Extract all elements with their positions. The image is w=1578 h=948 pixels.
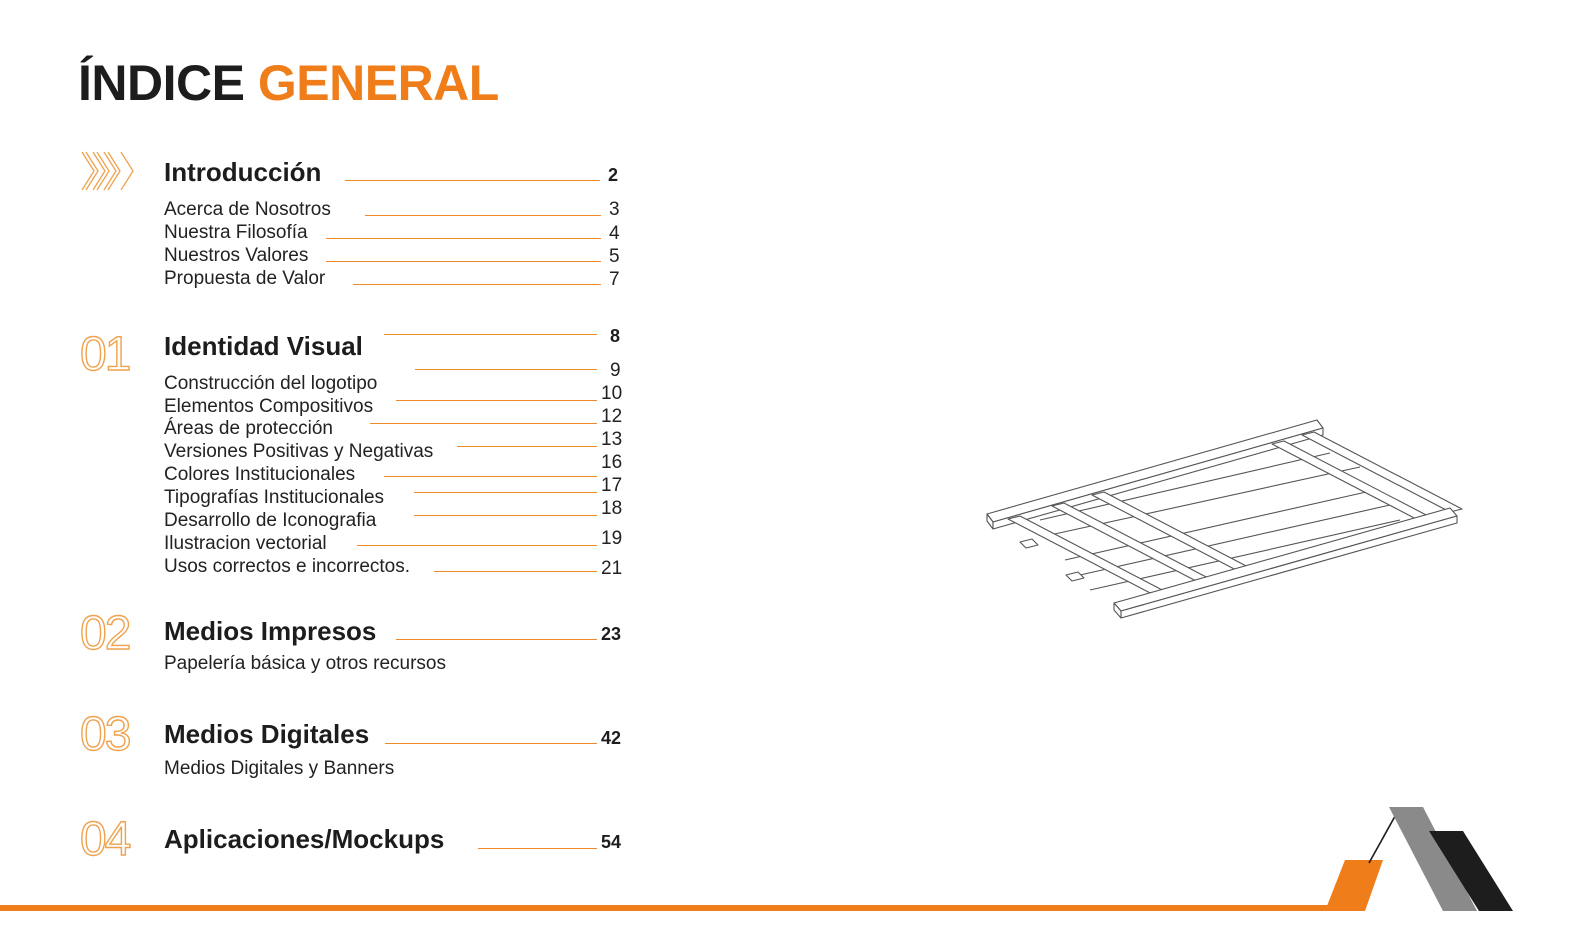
- page-title: [78, 56, 499, 111]
- leader-line: [365, 215, 601, 216]
- section-heading: Aplicaciones/Mockups: [164, 824, 445, 854]
- section-item-label: Tipografías Institucionales: [164, 487, 385, 508]
- leader-line: [396, 639, 597, 640]
- intro-item-page: 7: [609, 269, 620, 290]
- section-heading: Medios Digitales: [164, 719, 370, 749]
- section-item-page: 16: [601, 452, 623, 473]
- section-item-page: 18: [601, 498, 623, 519]
- section-number: 04: [80, 813, 130, 866]
- section-page: 54: [601, 832, 622, 852]
- section-page: 23: [601, 624, 622, 644]
- leader-line: [384, 476, 597, 477]
- intro-item-label: Propuesta de Valor: [164, 268, 326, 289]
- leader-line: [353, 284, 601, 285]
- section-item-page: 10: [601, 383, 623, 404]
- intro-heading: Introducción: [164, 157, 322, 187]
- section-item-page: 19: [601, 528, 623, 549]
- leader-line: [457, 446, 597, 447]
- section-item-label: Colores Institucionales: [164, 464, 356, 485]
- section-item-page: 17: [601, 475, 623, 496]
- intro-item-label: Nuestros Valores: [164, 245, 309, 266]
- leader-line: [326, 238, 601, 239]
- section-page: 42: [601, 728, 622, 748]
- section-item-label: Desarrollo de Iconografia: [164, 510, 377, 531]
- section-item-label: Elementos Compositivos: [164, 396, 374, 417]
- title-part-2: GENERAL: [257, 55, 499, 111]
- intro-item-label: Acerca de Nosotros: [164, 199, 331, 220]
- section-item-label: Áreas de protección: [164, 418, 333, 439]
- section-item-label: Ilustracion vectorial: [164, 533, 327, 554]
- section-item-page: 13: [601, 429, 623, 450]
- section-heading: Medios Impresos: [164, 616, 377, 646]
- section-number: 02: [80, 607, 130, 660]
- leader-line: [326, 261, 601, 262]
- leader-line: [370, 423, 597, 424]
- section-item-label: Construcción del logotipo: [164, 373, 378, 394]
- leader-line: [434, 571, 597, 572]
- section-page: 8: [610, 326, 621, 346]
- leader-line: [396, 400, 597, 401]
- bottom-bar: [0, 905, 1340, 911]
- section-number: 03: [80, 708, 130, 761]
- title-part-1: ÍNDICE: [78, 55, 245, 111]
- section-item-label: Usos correctos e incorrectos.: [164, 556, 411, 577]
- leader-line: [384, 334, 597, 335]
- leader-line: [414, 492, 597, 493]
- section-description: Medios Digitales y Banners: [164, 758, 395, 779]
- section-number: 01: [80, 328, 130, 381]
- leader-line: [478, 848, 597, 849]
- section-description: Papelería básica y otros recursos: [164, 653, 446, 674]
- section-item-page: 21: [601, 558, 623, 579]
- section-item-page: 9: [610, 360, 621, 381]
- intro-item-page: 3: [609, 199, 620, 220]
- wooden-frame-icon: [980, 415, 1465, 625]
- intro-item-page: 5: [609, 246, 620, 267]
- intro-page: 2: [608, 165, 619, 185]
- section-item-label: Versiones Positivas y Negativas: [164, 441, 434, 462]
- section-item-page: 12: [601, 406, 623, 427]
- section-heading: Identidad Visual: [164, 331, 363, 361]
- intro-item-page: 4: [609, 223, 620, 244]
- leader-line: [345, 180, 600, 181]
- intro-item-label: Nuestra Filosofía: [164, 222, 308, 243]
- chevrons-icon: [80, 150, 136, 192]
- leader-line: [415, 369, 597, 370]
- brand-logo-icon: [1325, 805, 1515, 913]
- leader-line: [385, 743, 597, 744]
- leader-line: [357, 545, 597, 546]
- leader-line: [414, 515, 597, 516]
